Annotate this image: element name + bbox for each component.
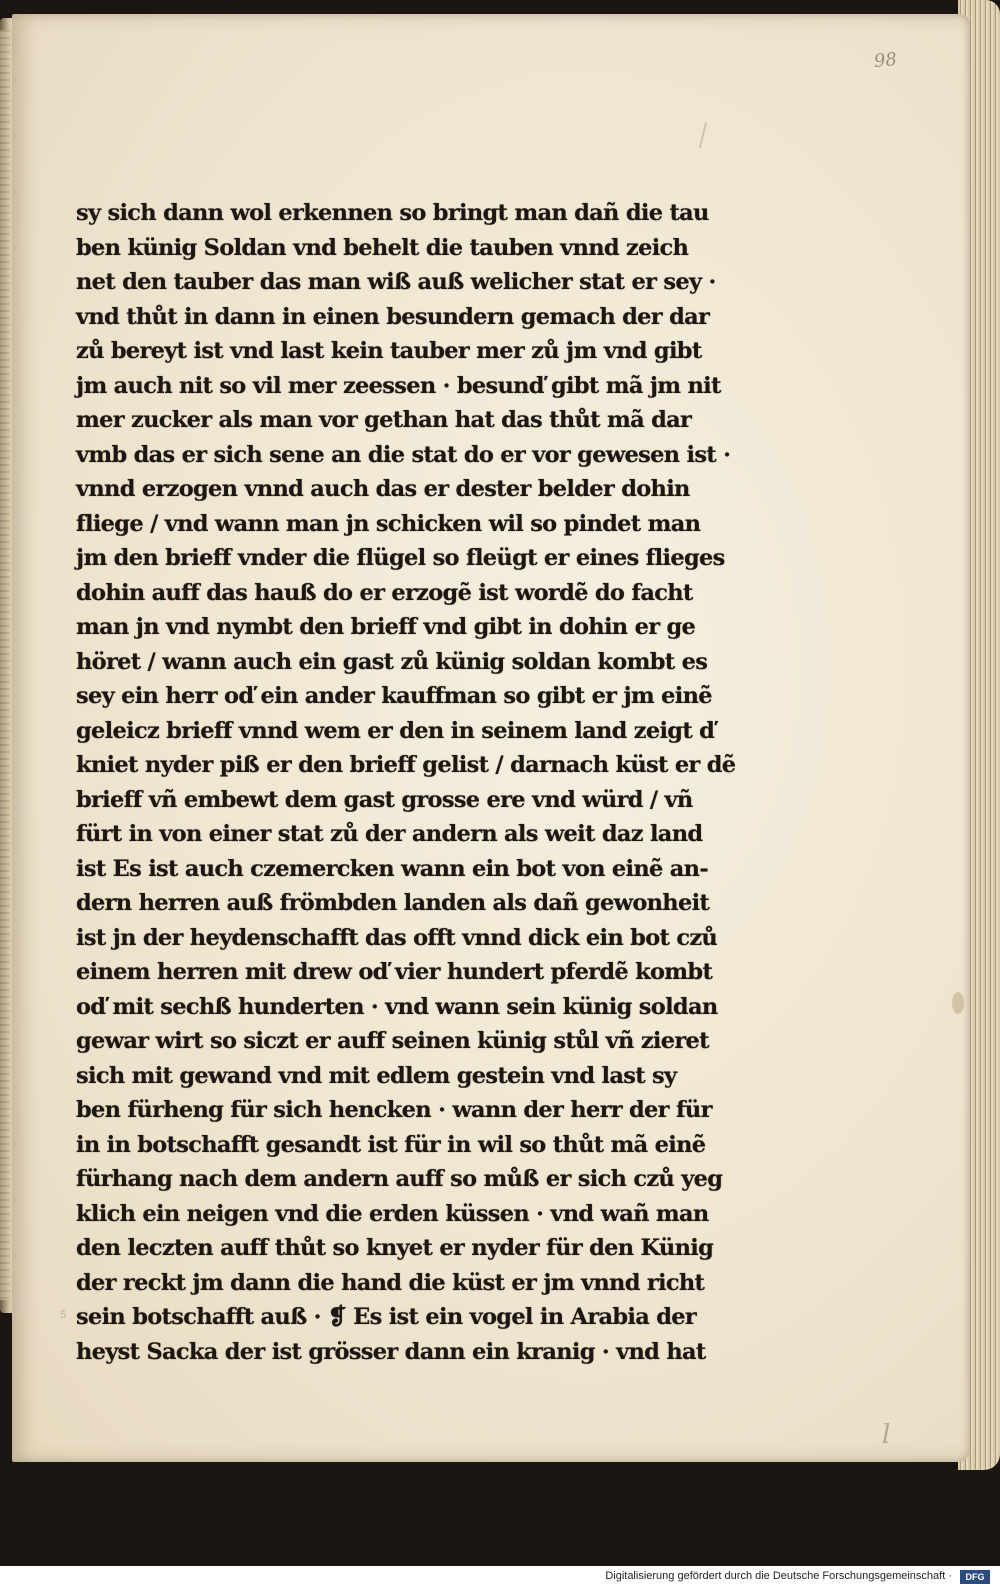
text-line: sein botschafft auß · ❡ Es ist ein vogel in Arabia der — [76, 1304, 697, 1330]
text-line: zů bereyt ist vnd last kein tauber mer zů jm vnd gibt — [76, 338, 702, 364]
text-line: ben fürheng für sich hencken · wann der herr der für — [76, 1097, 712, 1123]
text-line: brieff vñ embewt dem gast grosse ere vnd würd / vñ — [76, 786, 693, 813]
text-line: fürhang nach dem andern auff so můß er sich czů yeg — [76, 1166, 723, 1192]
text-line: sy sich dann wol erkennen so bringt man dañ die tau — [76, 200, 709, 226]
text-line: heyst Sacka der ist grösser dann ein kranig · vnd hat — [76, 1338, 706, 1365]
text-line: in in botschafft gesandt ist für in wil so thůt mã einẽ — [76, 1131, 706, 1158]
text-line: ist Es ist auch czemercken wann ein bot von einẽ an- — [76, 855, 708, 882]
text-line: geleicz brieff vnnd wem er den in seinem land zeigt ď — [76, 717, 715, 744]
text-line: oď mit sechß hunderten · vnd wann sein künig soldan — [76, 993, 718, 1020]
text-line: höret / wann auch ein gast zů künig soldan kombt es — [76, 648, 708, 675]
text-line: jm den brieff vnder die flügel so fleügt er eines flieges — [76, 545, 725, 571]
text-line: vnnd erzogen vnnd auch das er dester belder dohin — [76, 476, 690, 502]
text-line: den leczten auff thůt so knyet er nyder für den Künig — [76, 1235, 714, 1261]
text-line: sich mit gewand vnd mit edlem gestein vnd last sy — [76, 1062, 677, 1089]
text-line: gewar wirt so siczt er auff seinen künig stůl vñ zieret — [76, 1028, 709, 1054]
book-page — [12, 14, 970, 1462]
text-line: jm auch nit so vil mer zeessen · besunď gibt mã jm nit — [76, 372, 721, 399]
text-line: einem herren mit drew oď vier hundert pferdẽ kombt — [76, 959, 713, 985]
text-line: fürt in von einer stat zů der andern als weit daz land — [76, 821, 703, 847]
dfg-logo-icon: DFG — [960, 1570, 990, 1584]
left-page-text-strip — [0, 30, 10, 1300]
folio-number: 98 — [872, 48, 898, 73]
margin-mark: 5 — [60, 1310, 67, 1321]
funding-credit: Digitalisierung gefördert durch die Deutsche Forschungsgemeinschaft · — [605, 1570, 952, 1582]
footer-bar — [0, 1566, 1000, 1588]
text-line: klich ein neigen vnd die erden küssen · vnd wañ man — [76, 1200, 709, 1227]
text-line: net den tauber das man wiß auß welicher stat er sey · — [76, 269, 716, 295]
text-line: mer zucker als man vor gethan hat das thůt mã dar — [76, 407, 692, 433]
body-text — [76, 196, 744, 1369]
pencil-mark — [699, 122, 707, 148]
corner-pencil-mark: l — [882, 1420, 891, 1450]
text-line: kniet nyder piß er den brieff gelist / darnach küst er dẽ — [76, 752, 736, 778]
text-line: dohin auff das hauß do er erzogẽ ist wordẽ do facht — [76, 579, 693, 606]
text-line: vmb das er sich sene an die stat do er vor gewesen ist · — [76, 441, 731, 468]
text-line: der reckt jm dann die hand die küst er jm vnnd richt — [76, 1269, 705, 1296]
text-line: vnd thůt in dann in einen besundern gemach der dar — [76, 303, 710, 330]
text-line: fliege / vnd wann man jn schicken wil so pindet man — [76, 510, 701, 537]
paper-stain — [952, 992, 964, 1014]
text-line: man jn vnd nymbt den brieff vnd gibt in dohin er ge — [76, 614, 696, 640]
text-line: ist jn der heydenschafft das offt vnnd dick ein bot czů — [76, 924, 718, 951]
text-line: sey ein herr oď ein ander kauffman so gibt er jm einẽ — [76, 683, 712, 709]
text-line: dern herren auß frömbden landen als dañ gewonheit — [76, 890, 710, 916]
text-line: ben künig Soldan vnd behelt die tauben vnnd zeich — [76, 234, 689, 261]
